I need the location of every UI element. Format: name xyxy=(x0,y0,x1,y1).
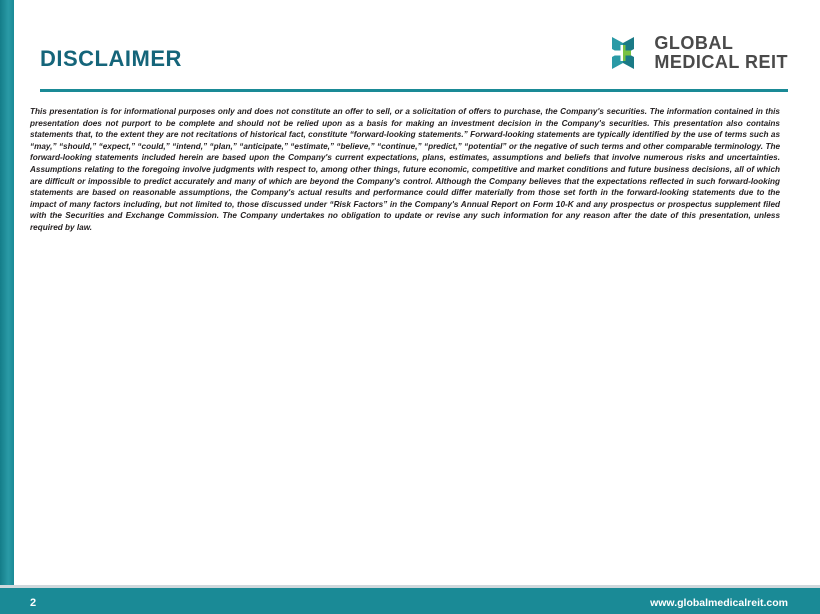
disclaimer-body: This presentation is for informational purposes only and does not constitute an offer to sell, or a solicitation of offers to purchase, the Company's securities. The information contained in this presentation does not purport to be complete and should not be relied upon as a basis for making an investment decision in the Company's securities. This presentation also contains statements that, to the extent they are not recitations of historical fact, constitute “forward-looking statements.” Forward-looking statements are typically identified by the use of terms such as “may,” “should,” “expect,” “could,” “intend,” “plan,” “anticipate,” “estimate,” “believe,” “continue,” “predict,” “potential” or the negative of such terms and other comparable terminology. The forward-looking statements included herein are based upon the Company's current expectations, plans, estimates, assumptions and beliefs that involve numerous risks and uncertainties. Assumptions relating to the foregoing involve judgments with respect to, among other things, future economic, competitive and market conditions and future business decisions, all of which are difficult or impossible to predict accurately and many of which are beyond the Company's control. Although the Company believes that the expectations reflected in such forward-looking statements are based on reasonable assumptions, the Company's actual results and performance could differ materially from those set forth in the forward-looking statements due to the impact of many factors including, but not limited to, those discussed under “Risk Factors” in the Company's Annual Report on Form 10-K and any prospectus or prospectus supplement filed with the Securities and Exchange Commission. The Company undertakes no obligation to update or revise any such information for any reason after the date of this presentation, unless required by law. xyxy=(30,107,780,232)
logo-wordmark xyxy=(654,34,788,72)
left-accent-bar-gradient xyxy=(0,0,14,614)
page-number: 2 xyxy=(30,597,37,609)
footer-website-url[interactable]: www.globalmedicalreit.com xyxy=(650,597,788,609)
header-divider xyxy=(40,89,788,92)
company-logo xyxy=(602,30,788,76)
logo-line-1: GLOBAL xyxy=(654,33,734,54)
footer-bar xyxy=(0,588,820,614)
logo-line-2: MEDICAL REIT xyxy=(654,52,788,72)
page-title: DISCLAIMER xyxy=(40,46,182,71)
left-accent-bar xyxy=(0,0,14,614)
medical-cross-icon xyxy=(602,32,644,74)
